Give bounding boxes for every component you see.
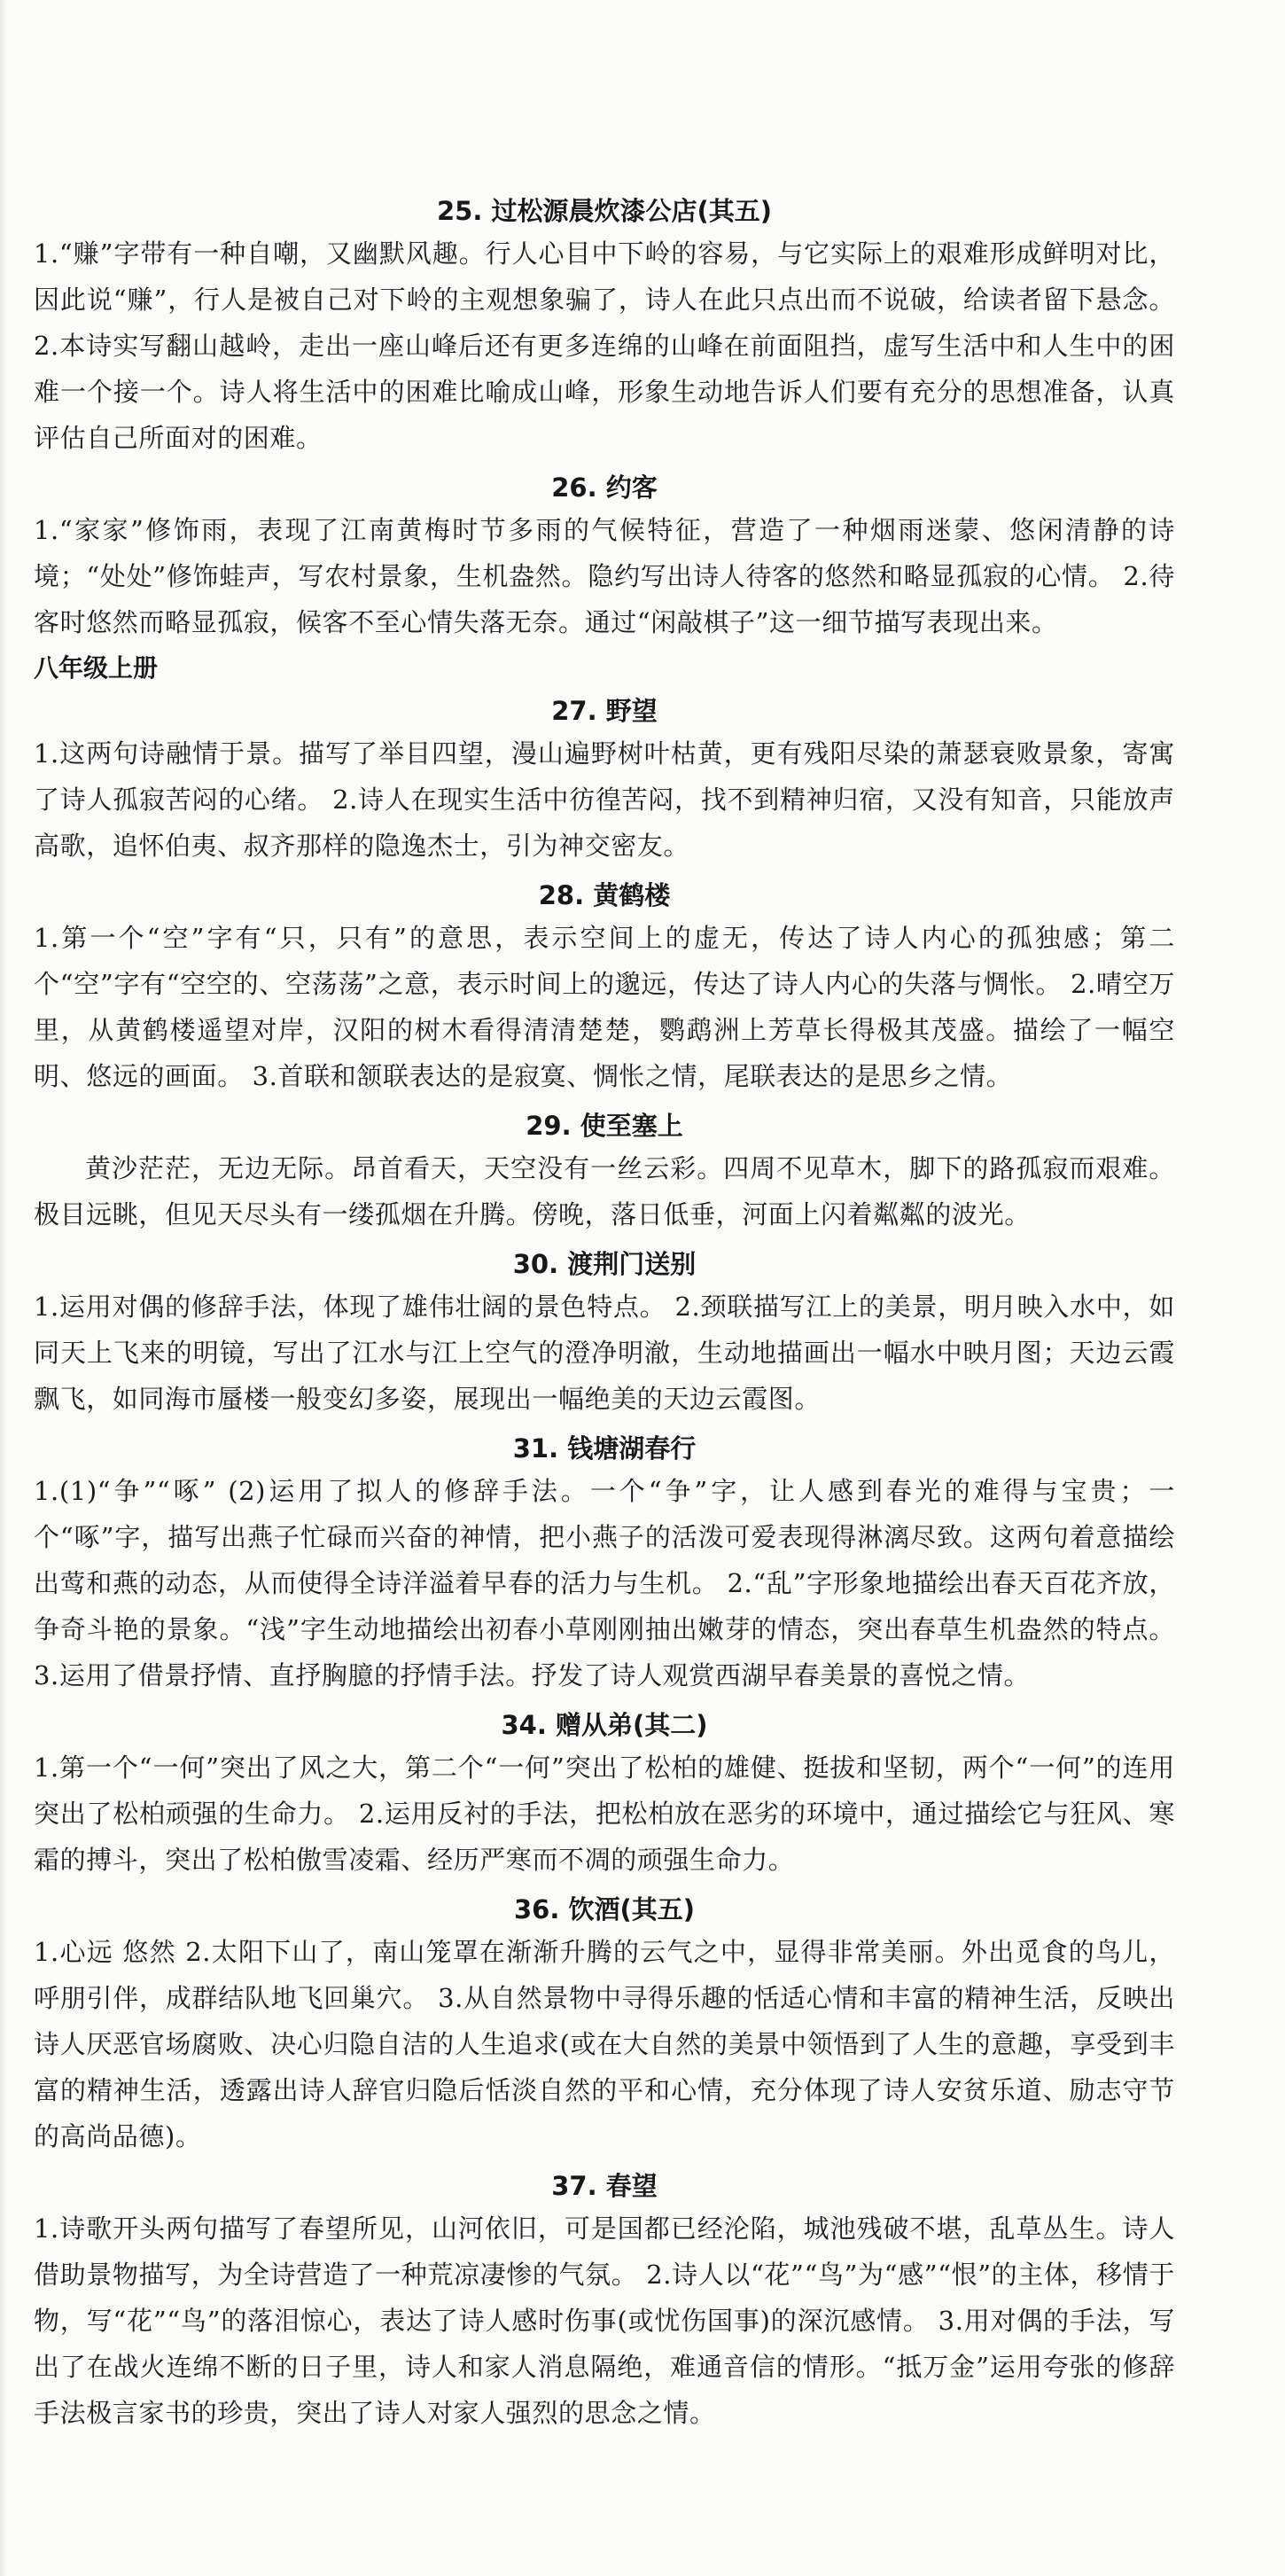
section-37 [34, 2163, 1175, 2436]
section-paragraph: 1.第一个“空”字有“只，只有”的意思，表示空间上的虚无，传达了诗人内心的孤独感；第二个“空”字有“空空的、空荡荡”之意，表示时间上的邈远，传达了诗人内心的失落与惆怅。 2.晴空万里，从黄鹤楼遥望对岸，汉阳的树木看得清清楚楚，鹦鹉洲上芳草长得极其茂盛。描绘了一幅空明、悠远的画面。 3.首联和颔联表达的是寂寞、惆怅之情，尾联表达的是思乡之情。 [34, 923, 1175, 1091]
section-paragraph: 1.诗歌开头两句描写了春望所见，山河依旧，可是国都已经沦陷，城池残破不堪，乱草丛生。诗人借助景物描写，为全诗营造了一种荒凉凄惨的气氛。 2.诗人以“花”“鸟”为“感”“恨”的主体，移情于物，写“花”“鸟”的落泪惊心，表达了诗人感时伤事(或忧伤国事)的深沉感情。 3.用对偶的手法，写出了在战火连绵不断的日子里，诗人和家人消息隔绝，难通音信的情形。“抵万金”运用夸张的修辞手法极言家书的珍贵，突出了诗人对家人强烈的思念之情。 [34, 2213, 1175, 2428]
section-title: 25. 过松源晨炊漆公店(其五) [437, 196, 772, 226]
section-paragraph: 黄沙茫茫，无边无际。昂首看天，天空没有一丝云彩。四周不见草木，脚下的路孤寂而艰难。极目远眺，但见天尽头有一缕孤烟在升腾。傍晚，落日低垂，河面上闪着粼粼的波光。 [34, 1153, 1175, 1229]
section-36 [34, 1886, 1175, 2159]
section-31 [34, 1425, 1175, 1698]
answer-page [34, 188, 1175, 2439]
section-29 [34, 1103, 1175, 1237]
section-title: 29. 使至塞上 [526, 1111, 683, 1141]
section-title: 37. 春望 [551, 2171, 658, 2201]
section-title: 27. 野望 [551, 696, 658, 726]
section-25 [34, 188, 1175, 461]
section-30 [34, 1241, 1175, 1422]
section-paragraph: 1.“家家”修饰雨，表现了江南黄梅时节多雨的气候特征，营造了一种烟雨迷蒙、悠闲清静的诗境；“处处”修饰蛙声，写农村景象，生机盎然。隐约写出诗人待客的悠然和略显孤寂的心情。 2.待客时悠然而略显孤寂，候客不至心情失落无奈。通过“闲敲棋子”这一细节描写表现出来。 [34, 515, 1175, 637]
section-title: 28. 黄鹤楼 [538, 880, 671, 910]
section-paragraph: 1.(1)“争”“啄” (2)运用了拟人的修辞手法。一个“争”字，让人感到春光的难得与宝贵；一个“啄”字，描写出燕子忙碌而兴奋的神情，把小燕子的活泼可爱表现得淋漓尽致。这两句着意描绘出莺和燕的动态，从而使得全诗洋溢着早春的活力与生机。 2.“乱”字形象地描绘出春天百花齐放，争奇斗艳的景象。“浅”字生动地描绘出初春小草刚刚抽出嫩芽的情态，突出春草生机盎然的特点。 3.运用了借景抒情、直抒胸臆的抒情手法。抒发了诗人观赏西湖早春美景的喜悦之情。 [34, 1476, 1175, 1690]
section-paragraph: 1.这两句诗融情于景。描写了举目四望，漫山遍野树叶枯黄，更有残阳尽染的萧瑟衰败景象，寄寓了诗人孤寂苦闷的心绪。 2.诗人在现实生活中彷徨苦闷，找不到精神归宿，又没有知音，只能放声高歌，追怀伯夷、叔齐那样的隐逸杰士，引为神交密友。 [34, 738, 1175, 861]
section-paragraph: 1.运用对偶的修辞手法，体现了雄伟壮阔的景色特点。 2.颈联描写江上的美景，明月映入水中，如同天上飞来的明镜，写出了江水与江上空气的澄净明澈，生动地描画出一幅水中映月图；天边云霞飘飞，如同海市蜃楼一般变幻多姿，展现出一幅绝美的天边云霞图。 [34, 1292, 1175, 1414]
section-title: 30. 渡荆门送别 [512, 1249, 697, 1279]
section-paragraph: 1.第一个“一何”突出了风之大，第二个“一何”突出了松柏的雄健、挺拔和坚韧，两个“一何”的连用突出了松柏顽强的生命力。 2.运用反衬的手法，把松柏放在恶劣的环境中，通过描绘它与狂风、寒霜的搏斗，突出了松柏傲雪凌霜、经历严寒而不凋的顽强生命力。 [34, 1752, 1175, 1875]
section-title: 34. 赠从弟(其二) [501, 1710, 708, 1740]
section-paragraph: 1.心远 悠然 2.太阳下山了，南山笼罩在渐渐升腾的云气之中，显得非常美丽。外出觅食的鸟儿，呼朋引伴，成群结队地飞回巢穴。 3.从自然景物中寻得乐趣的恬适心情和丰富的精神生活，反映出诗人厌恶官场腐败、决心归隐自洁的人生追求(或在大自然的美景中领悟到了人生的意趣，享受到丰富的精神生活，透露出诗人辞官归隐后恬淡自然的平和心情，充分体现了诗人安贫乐道、励志守节的高尚品德)。 [34, 1937, 1175, 2151]
section-34 [34, 1702, 1175, 1883]
section-26 [34, 464, 1175, 645]
section-27 [34, 688, 1175, 869]
section-28 [34, 872, 1175, 1099]
section-title: 26. 约客 [551, 472, 658, 503]
grade-heading: 八年级上册 [34, 653, 159, 683]
section-paragraph: 1.“赚”字带有一种自嘲，又幽默风趣。行人心目中下岭的容易，与它实际上的艰难形成鲜明对比，因此说“赚”，行人是被自己对下岭的主观想象骗了，诗人在此只点出而不说破，给读者留下悬念。 2.本诗实写翻山越岭，走出一座山峰后还有更多连绵的山峰在前面阻挡，虚写生活中和人生中的困难一个接一个。诗人将生活中的困难比喻成山峰，形象生动地告诉人们要有充分的思想准备，认真评估自己所面对的困难。 [34, 238, 1175, 453]
section-title: 36. 饮酒(其五) [514, 1894, 695, 1924]
section-title: 31. 钱塘湖春行 [512, 1433, 697, 1464]
page-binding-shadow [0, 0, 7, 2576]
